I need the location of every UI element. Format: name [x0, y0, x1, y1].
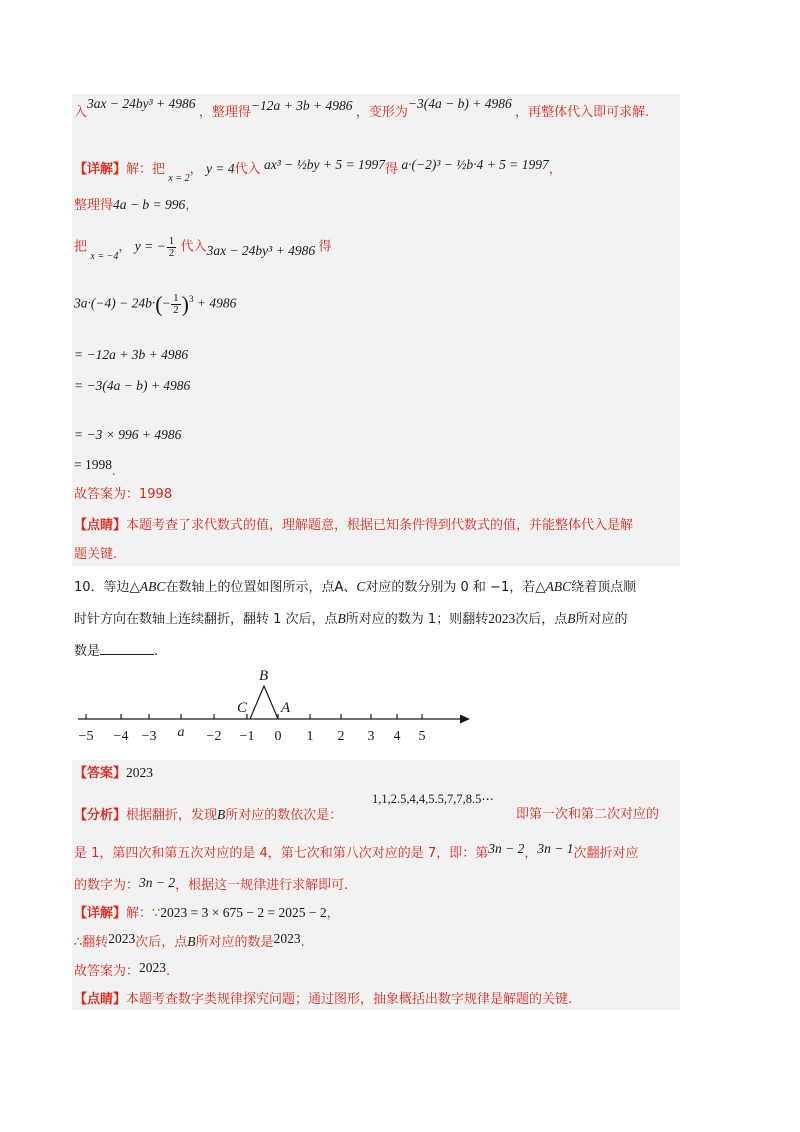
p10-analysis-3: 的数字为：3n − 2，根据这一规律进行求解即可. — [74, 875, 349, 893]
tick-label-1: −4 — [113, 729, 129, 744]
p9-step-4: = −3 × 996 + 4986 — [74, 427, 182, 442]
p10-question-2: 时针方向在数轴上连续翻折，翻转 1 次后，点B所对应的数为 1；则翻转2023次后，点B所对应的 — [74, 611, 628, 627]
number-line-figure — [70, 664, 490, 749]
p9-simplify-line: 整理得4a − b = 996， — [74, 197, 199, 213]
p10-detail: 【详解】解：∵2023 = 3 × 675 − 2 = 2025 − 2， — [74, 905, 340, 921]
answer-blank — [100, 641, 154, 655]
tick-label-8: 2 — [337, 729, 345, 744]
p10-analysis-1b: 即第一次和第二次对应的 — [516, 807, 660, 822]
p9-top-line: 入3ax − 24by³ + 4986 ，整理得−12a + 3b + 4986 ，变形为−3(4a − b) + 4986 ，再整体代入即可求解. — [74, 96, 650, 120]
tick-label-10: 4 — [393, 729, 401, 744]
p10-sequence: 1,1,2.5,4,4,5.5,7,7,8.5⋯ — [372, 792, 494, 806]
tick-label-4: −2 — [206, 729, 222, 744]
p10-conclusion: ∴翻转2023次后，点B所对应的数是2023. — [74, 931, 305, 950]
p9-step-3: = −3(4a − b) + 4986 — [74, 378, 191, 393]
tick-label-0: −5 — [78, 729, 94, 744]
tick-label-2: −3 — [141, 729, 157, 744]
triangle-abc — [250, 686, 278, 719]
p9-expr-1: 3ax − 24by³ + 4986 — [87, 96, 196, 111]
p10-question-3: 数是 . — [74, 641, 158, 661]
tick-label-11: 5 — [418, 729, 426, 744]
label-A: A — [281, 700, 291, 716]
p9-detail-line: 【详解】解：把 $_{x = 2}$， y = 4代入 ax³ − ½by + 5 = 1997得 a·(−2)³ − ½b·4 + 5 = 1997， — [74, 157, 562, 184]
p10-analysis-2: 是 1，第四次和第五次对应的是 4，第七次和第八次对应的是 7，即：第3n − 2，3n − 1次翻折对应 — [74, 841, 639, 861]
p10-question-1: 10．等边△ABC在数轴上的位置如图所示，点A、C对应的数分别为 0 和 −1，若△ABC绕着顶点顺 — [74, 579, 637, 595]
tick-label-7: 1 — [306, 729, 314, 744]
p9-subst-line: 把 $_{x = -4}$， y = − $\frac{1}{2}$ 代入3ax − 24by³ + 4986 得 — [74, 235, 332, 262]
p10-comment: 【点睛】本题考查数字类规律探究问题；通过图形，抽象概括出数字规律是解题的关键. — [74, 992, 573, 1007]
p10-analysis-1: 【分析】根据翻折，发现B所对应的数依次是： — [74, 807, 343, 823]
p9-frac-half: $\frac{1}{2}$ — [168, 235, 175, 259]
p10-final: 故答案为：2023. — [74, 960, 171, 979]
tick-label-3: a — [177, 725, 185, 740]
p9-step-5: = 1998. — [74, 457, 116, 478]
p10-answer: 【答案】2023 — [74, 765, 154, 781]
p9-answer: 故答案为：1998 — [74, 487, 173, 502]
p9-comment: 【点睛】本题考查了求代数式的值，理解题意，根据已知条件得到代数式的值，并能整体代入是解 — [74, 518, 634, 533]
p9-step-1: 3a·(−4) − 24b·(− $\frac{1}{2}$ )$^3$ + 4986 — [74, 291, 237, 317]
label-C: C — [237, 700, 248, 716]
tick-label-5: −1 — [239, 729, 255, 744]
tick-label-9: 3 — [367, 729, 375, 744]
p9-step-2: = −12a + 3b + 4986 — [74, 347, 189, 362]
tick-label-6: 0 — [274, 729, 282, 744]
tick-marks — [86, 714, 422, 719]
p9-comment-2: 题关键. — [74, 547, 118, 562]
label-B: B — [259, 668, 269, 684]
